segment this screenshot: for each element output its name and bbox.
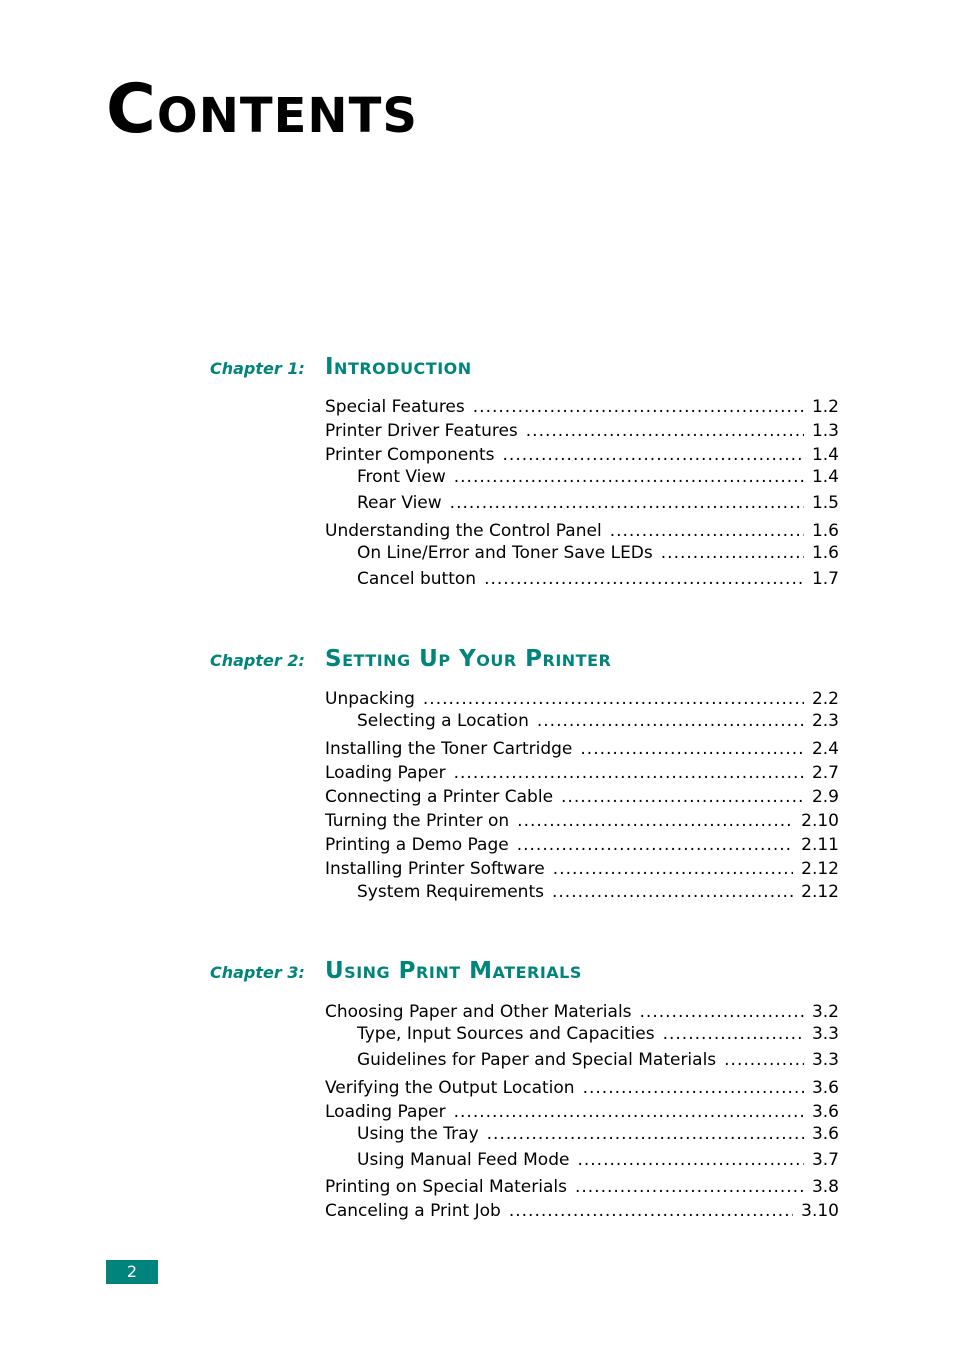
dot-leader [503,444,804,466]
chapter-2-heading[interactable] [210,646,611,676]
dot-leader [610,520,804,542]
toc-entry[interactable] [325,688,839,710]
toc-entry-page: 3.3 [811,1024,839,1044]
dot-leader [553,858,793,880]
toc-entry-page: 2.9 [811,787,839,807]
toc-entry-page: 3.7 [811,1150,839,1170]
toc-subentry[interactable] [357,1149,839,1171]
toc-subentry[interactable] [357,1123,839,1145]
toc-entry[interactable] [325,1001,839,1023]
toc-entry[interactable] [325,1176,839,1198]
chapter-1-heading[interactable] [210,354,472,384]
toc-subentry[interactable] [357,492,839,514]
toc-entry[interactable] [325,420,839,442]
page-title [106,70,418,156]
toc-entry-title: Connecting a Printer Cable [325,787,554,807]
toc-entry-page: 1.4 [811,467,839,487]
toc-entry[interactable] [325,834,839,856]
chapter-label: Chapter 3: [210,963,305,982]
toc-entry-page: 2.2 [811,689,839,709]
toc-entry-title: Selecting a Location [357,711,529,731]
dot-leader [484,568,804,590]
toc-entry-page: 2.7 [811,763,839,783]
toc-entry-title: Printing a Demo Page [325,835,509,855]
dot-leader [454,1101,804,1123]
dot-leader [575,1176,804,1198]
toc-entry-title: Front View [357,467,446,487]
dot-leader [561,786,804,808]
dot-leader [724,1049,804,1071]
toc-entry-title: Printer Components [325,445,495,465]
toc-entry[interactable] [325,444,839,466]
toc-subentry[interactable] [357,466,839,488]
toc-entry-title: System Requirements [357,882,544,902]
page-number-badge: 2 [106,1260,158,1284]
dot-leader [580,738,804,760]
dot-leader [661,542,804,564]
toc-entry-page: 2.12 [801,882,839,902]
dot-leader [454,762,804,784]
toc-entry-page: 1.3 [811,421,839,441]
toc-subentry[interactable] [357,710,839,732]
dot-leader [577,1149,804,1171]
toc-entry[interactable] [325,1077,839,1099]
dot-leader [537,710,804,732]
toc-entry[interactable] [325,1101,839,1123]
chapter-label: Chapter 2: [210,651,305,670]
dot-leader [526,420,804,442]
toc-entry-title: Turning the Printer on [325,811,510,831]
dot-leader [509,1200,793,1222]
toc-entry-title: Printer Driver Features [325,421,518,441]
toc-entry-page: 1.4 [811,445,839,465]
toc-entry-page: 1.5 [811,493,839,513]
toc-entry-title: Choosing Paper and Other Materials [325,1002,632,1022]
page-title-initial: C [106,70,157,149]
toc-entry-title: Canceling a Print Job [325,1201,501,1221]
toc-subentry[interactable] [357,881,839,903]
toc-entry-page: 3.6 [811,1124,839,1144]
dot-leader [450,492,804,514]
toc-entry-title: Loading Paper [325,1102,446,1122]
toc-entry[interactable] [325,762,839,784]
toc-entry-page: 2.3 [811,711,839,731]
toc-entry-title: Special Features [325,397,465,417]
chapter-label: Chapter 1: [210,359,305,378]
dot-leader [552,881,793,903]
toc-entry-title: Unpacking [325,689,415,709]
dot-leader [473,396,804,418]
toc-entry[interactable] [325,786,839,808]
chapter-3-heading[interactable] [210,958,582,988]
toc-entry-page: 1.6 [811,543,839,563]
toc-entry-title: Loading Paper [325,763,446,783]
page-title-rest: ONTENTS [156,88,418,144]
toc-entry-page: 3.6 [811,1102,839,1122]
toc-entry-title: Verifying the Output Location [325,1078,575,1098]
toc-subentry[interactable] [357,542,839,564]
toc-entry-title: Installing Printer Software [325,859,545,879]
dot-leader [517,834,793,856]
toc-entry-title: Guidelines for Paper and Special Materials [357,1050,717,1070]
chapter-title: Using Print Materials [325,958,582,984]
dot-leader [423,688,804,710]
toc-entry-page: 2.4 [811,739,839,759]
toc-entry-title: On Line/Error and Toner Save LEDs [357,543,653,563]
toc-entry-title: Using Manual Feed Mode [357,1150,570,1170]
dot-leader [487,1123,804,1145]
toc-entry[interactable] [325,1200,839,1222]
toc-entry-page: 2.12 [801,859,839,879]
toc-entry-page: 3.10 [801,1201,839,1221]
toc-entry[interactable] [325,858,839,880]
dot-leader [663,1023,804,1045]
toc-entry-title: Printing on Special Materials [325,1177,567,1197]
toc-entry-title: Rear View [357,493,442,513]
toc-entry-page: 2.11 [801,835,839,855]
toc-subentry[interactable] [357,568,839,590]
toc-entry[interactable] [325,810,839,832]
dot-leader [640,1001,804,1023]
dot-leader [454,466,804,488]
toc-entry-title: Cancel button [357,569,477,589]
toc-entry-page: 3.6 [811,1078,839,1098]
toc-entry[interactable] [325,520,839,542]
chapter-title: Introduction [325,354,472,380]
chapter-title: Setting Up Your Printer [325,646,612,672]
toc-entry-page: 2.10 [801,811,839,831]
toc-entry-page: 3.3 [811,1050,839,1070]
toc-entry-page: 3.2 [811,1002,839,1022]
dot-leader [517,810,793,832]
toc-entry-page: 1.2 [811,397,839,417]
toc-entry[interactable] [325,396,839,418]
dot-leader [583,1077,804,1099]
toc-entry[interactable] [325,738,839,760]
toc-entry-page: 1.6 [811,521,839,541]
toc-entry-page: 3.8 [811,1177,839,1197]
toc-entry-page: 1.7 [811,569,839,589]
toc-entry-title: Using the Tray [357,1124,479,1144]
toc-entry-title: Understanding the Control Panel [325,521,602,541]
toc-subentry[interactable] [357,1049,839,1071]
toc-entry-title: Installing the Toner Cartridge [325,739,573,759]
toc-subentry[interactable] [357,1023,839,1045]
toc-entry-title: Type, Input Sources and Capacities [357,1024,655,1044]
